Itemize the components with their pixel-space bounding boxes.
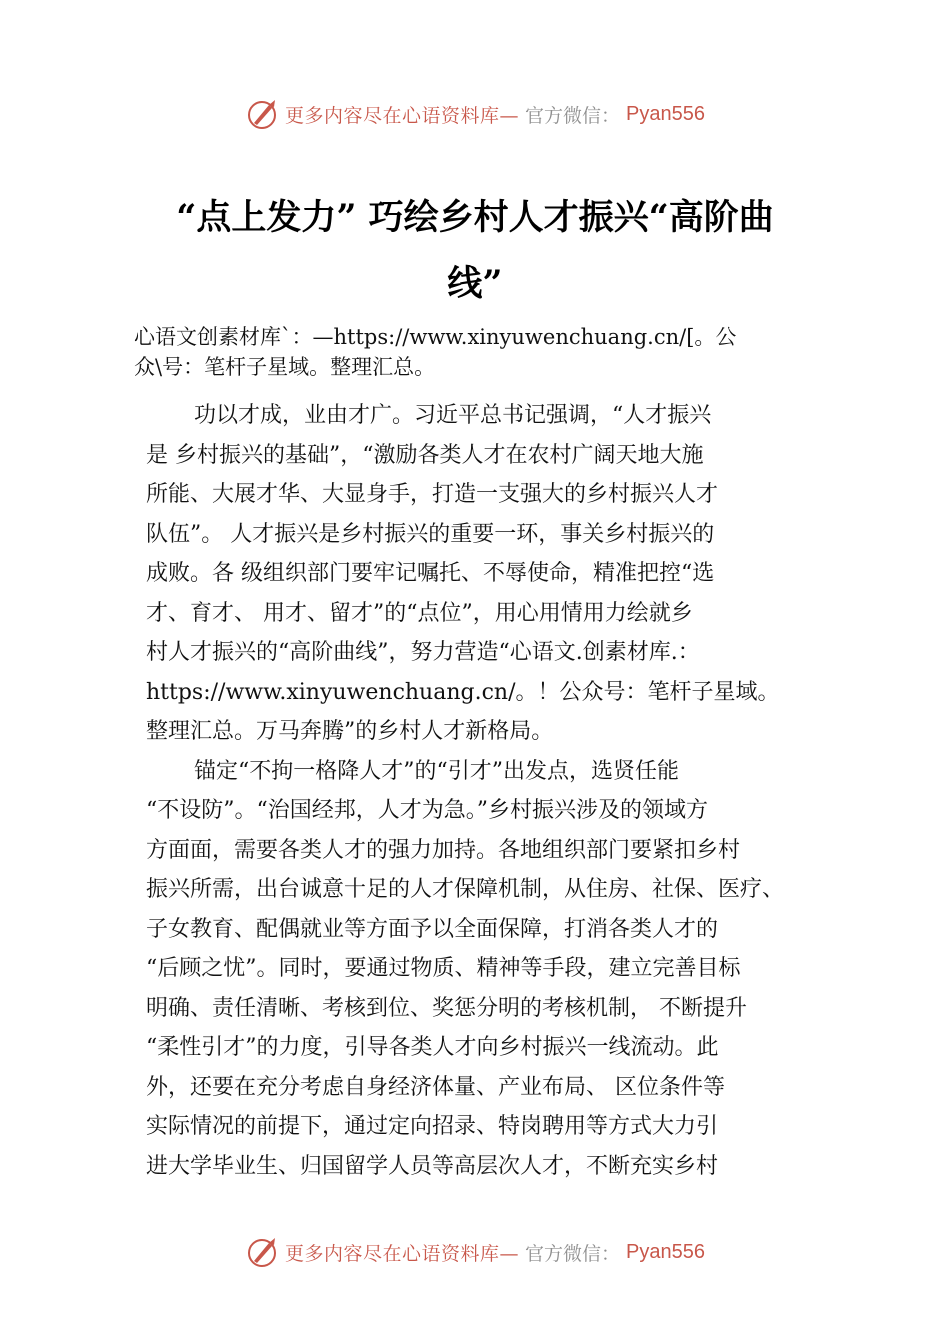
paragraph-line: 队伍”。 人才振兴是乡村振兴的重要一环，事关乡村振兴的 — [146, 521, 715, 547]
paragraph-line: 明确、责任清晰、考核到位、奖惩分明的考核机制， 不断提升 — [146, 995, 747, 1021]
source-note — [134, 322, 834, 382]
paragraph-line: “后顾之忧”。同时，要通过物质、精神等手段，建立完善目标 — [146, 956, 741, 981]
source-note-line: 心语文创素材库`：—https://www.xinyuwenchuang.cn/[。公 — [134, 325, 737, 349]
document-title-line-1: “点上发力” 巧绘乡村人才振兴“高阶曲 — [176, 197, 774, 238]
banner-weixin-id: Pyan556 — [626, 102, 705, 125]
paragraph-line: “柔性引才”的力度，引导各类人才向乡村振兴一线流动。此 — [146, 1035, 719, 1060]
paragraph-line: 锚定“不拘一格降人才”的“引才”出发点，选贤任能 — [194, 758, 679, 784]
paragraph-line: 才、育才、 用才、留才”的“点位”，用心用情用力绘就乡 — [146, 600, 693, 626]
banner-text: 更多内容尽在心语资料库— — [285, 104, 520, 127]
paragraph-line: 实际情况的前提下，通过定向招录、特岗聘用等方式大力引 — [146, 1114, 719, 1139]
banner-weixin-label: 官方微信： — [525, 104, 621, 127]
header-banner — [0, 94, 950, 134]
paragraph-line: 功以才成，业由才广。习近平总书记强调，“人才振兴 — [194, 403, 712, 428]
paragraph-line: 整理汇总。万马奔腾”的乡村人才新格局。 — [146, 719, 554, 744]
footer-banner — [0, 1232, 950, 1272]
source-note-line: 众\号：笔杆子星域。整理汇总。 — [134, 355, 436, 379]
paragraph-line: 子女教育、配偶就业等方面予以全面保障，打消各类人才的 — [146, 916, 719, 942]
banner-text: 更多内容尽在心语资料库— — [285, 1242, 520, 1265]
banner-weixin-id: Pyan556 — [626, 1240, 705, 1263]
quill-seal-icon — [245, 1235, 279, 1269]
paragraph-line: 成败。各 级组织部门要牢记嘱托、不辱使命，精准把控“选 — [146, 561, 715, 586]
quill-seal-icon — [245, 97, 279, 131]
paragraph-line: “不设防”。“治国经邦，人才为急。”乡村振兴涉及的领域方 — [146, 798, 708, 823]
paragraph-line: 村人才振兴的“高阶曲线”，努力营造“心语文.创素材库.： — [146, 640, 700, 665]
document-title-line-2: 线” — [447, 263, 503, 304]
paragraph-line: 振兴所需，出台诚意十足的人才保障机制，从住房、社保、医疗、 — [146, 877, 785, 902]
paragraph-line: 方面面，需要各类人才的强力加持。各地组织部门要紧扣乡村 — [146, 837, 741, 863]
article-body — [146, 396, 846, 1186]
paragraph-line: https://www.xinyuwenchuang.cn/。！公众号：笔杆子星域。 — [146, 679, 780, 705]
paragraph-line: 进大学毕业生、归国留学人员等高层次人才，不断充实乡村 — [146, 1153, 719, 1179]
paragraph-line: 是 乡村振兴的基础”，“激励各类人才在农村广阔天地大施 — [146, 442, 704, 468]
paragraph-line: 所能、大展才华、大显身手，打造一支强大的乡村振兴人才 — [146, 482, 719, 507]
banner-weixin-label: 官方微信： — [525, 1242, 621, 1265]
paragraph-line: 外，还要在充分考虑自身经济体量、产业布局、 区位条件等 — [146, 1074, 725, 1100]
